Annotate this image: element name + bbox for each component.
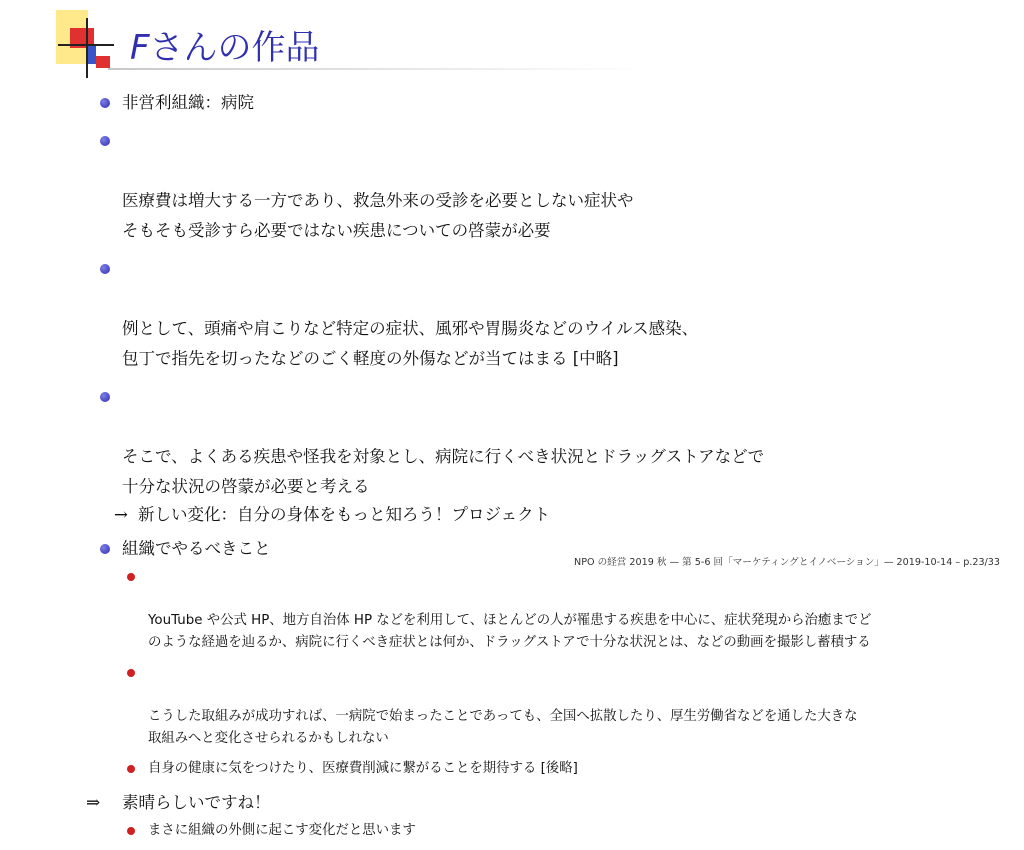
bullet-item <box>100 126 1000 246</box>
implies-line <box>86 788 1000 818</box>
slide-title-latin: F <box>130 28 150 68</box>
bullet-icon <box>100 544 110 554</box>
bullet-text: そこで、よくある疾患や怪我を対象とし、病院に行くべき状況とドラッグストアなどで 十分な状況の啓蒙が必要と考える <box>122 447 765 496</box>
sub-bullet-text: こうした取組みが成功すれば、一病院で始まったことであっても、全国へ拡散したり、厚生労働省などを通した大きな 取組みへと変化させられるかもしれない <box>148 709 858 746</box>
bullet-text: 例として、頭痛や肩こりなど特定の症状、風邪や胃腸炎などのウイルス感染、 包丁で指先を切ったなどのごく軽度の外傷などが当てはまる [中略] <box>122 319 699 368</box>
slide-body <box>86 88 1000 850</box>
bullet-icon <box>100 98 110 108</box>
implies-text: 素晴らしいですね！ <box>122 793 271 812</box>
bullet-item <box>100 254 1000 374</box>
bullet-icon <box>100 136 110 146</box>
bullet-icon <box>100 392 110 402</box>
slide-footer: NPO の経営 2019 秋 — 第 5-6 回「マーケティングとイノベーション」— 2019-10-14 – p.23/33 <box>574 557 1000 568</box>
bullet-text: 医療費は増大する一方であり、救急外来の受診を必要としない症状や そもそも受診すら必要ではない疾患についての啓蒙が必要 <box>122 191 634 240</box>
arrow-text: 新しい変化：自分の身体をもっと知ろう！プロジェクト <box>138 505 551 524</box>
sub-bullet-list <box>100 566 1000 780</box>
bullet-item <box>100 88 1000 118</box>
slide-title <box>130 20 320 69</box>
arrow-line <box>100 500 1000 530</box>
slide-title-rest: さんの作品 <box>149 28 320 68</box>
sub-bullet-text: まさに組織の外側に起こす変化だと思います <box>148 823 416 838</box>
bullet-text: 組織でやるべきこと <box>122 539 271 558</box>
sub-bullet-text: YouTube や公式 HP、地方自治体 HP などを利用して、ほとんどの人が罹患する疾患を中心に、症状発現から治癒までど のような経過を辿るか、病院に行くべき症状とは何か、ドラッグストアで十分な状況とは、などの動画を撮影し蓄積する <box>148 613 872 650</box>
right-arrow-icon: → <box>114 505 128 524</box>
sub-bullet-item <box>100 662 1000 750</box>
sub-bullet-icon <box>127 669 135 677</box>
sub-bullet-icon <box>127 573 135 581</box>
sub-bullet-icon <box>127 827 135 835</box>
sub-bullet-item <box>100 820 1000 842</box>
bullet-icon <box>100 264 110 274</box>
sub-bullet-text: 自身の健康に気をつけたり、医療費削減に繋がることを期待する [後略] <box>148 761 578 776</box>
decorative-logo <box>0 0 140 90</box>
bullet-item <box>100 382 1000 502</box>
implies-arrow-icon: ⇒ <box>86 793 101 813</box>
sub-bullet-icon <box>127 765 135 773</box>
logo-red-small-block <box>96 56 110 68</box>
sub-bullet-item <box>100 758 1000 780</box>
sub-bullet-item <box>100 566 1000 654</box>
bullet-text: 非営利組織：病院 <box>122 93 254 112</box>
logo-vertical-line <box>86 18 88 78</box>
logo-horizontal-line <box>58 44 114 46</box>
